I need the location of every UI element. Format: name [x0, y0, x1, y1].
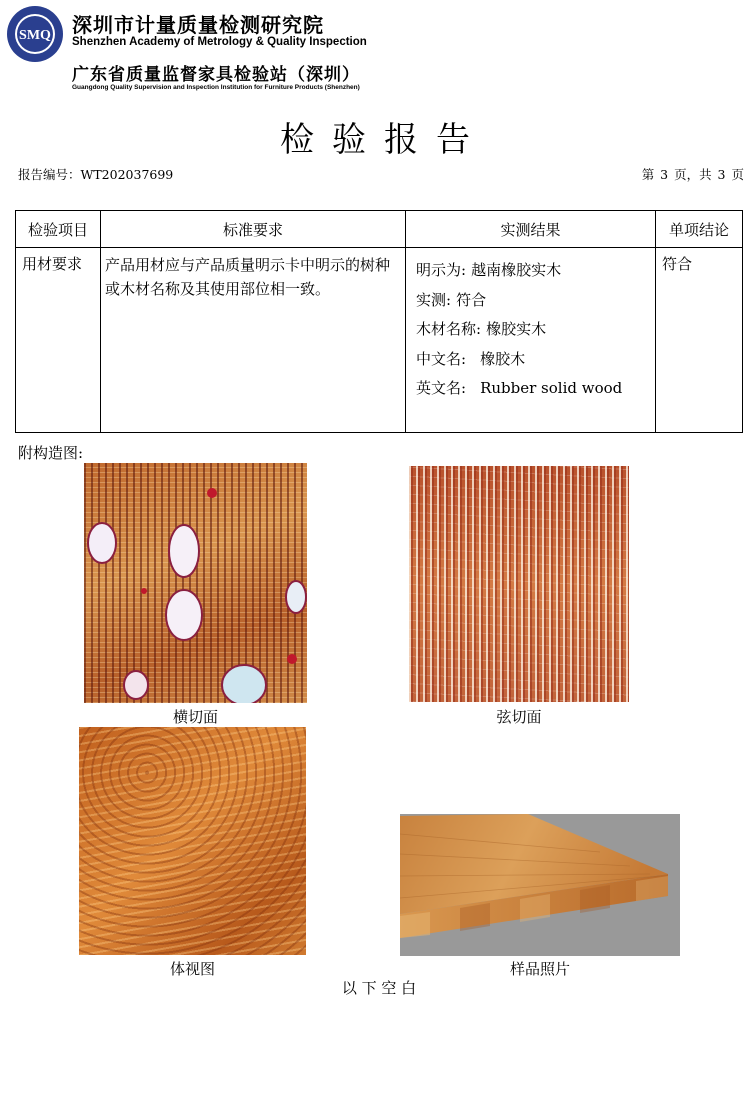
org-name-en: Shenzhen Academy of Metrology & Quality Inspection [72, 36, 367, 48]
institution-name-en: Guangdong Quality Supervision and Inspection Institution for Furniture Products (Shenzhen) [72, 84, 360, 91]
result-line [416, 315, 655, 345]
inspection-table [15, 210, 743, 433]
header-result: 实测结果 [406, 211, 656, 248]
result-value: 符合 [456, 290, 487, 309]
result-value: Rubber solid wood [480, 379, 623, 397]
result-label: 英文名: [416, 379, 467, 397]
svg-text:SMQ: SMQ [19, 28, 51, 43]
result-value: 橡胶实木 [486, 320, 547, 338]
result-value: 橡胶木 [480, 349, 526, 368]
attachment-label: 附构造图: [18, 444, 84, 462]
header-conclusion: 单项结论 [656, 211, 743, 248]
org-name-cn: 深圳市计量质量检测研究院 [72, 13, 324, 37]
result-label: 中文名: [416, 349, 467, 368]
wood-pores-graphic [84, 463, 307, 703]
header-requirement: 标准要求 [101, 211, 406, 248]
result-label: 明示为: [416, 261, 467, 279]
result-value: 越南橡胶实木 [471, 261, 562, 279]
table-row [16, 248, 743, 433]
institution-name-cn: 广东省质量监督家具检验站（深圳） [72, 65, 360, 85]
block-view-image [79, 727, 306, 955]
report-title: 检验报告 [280, 120, 488, 160]
block-view-caption: 体视图 [169, 960, 215, 978]
result-line [416, 256, 655, 286]
tangential-section-caption: 弦切面 [496, 708, 542, 726]
conclusion-cell: 符合 [656, 248, 743, 433]
smq-logo [6, 5, 64, 63]
tangential-section-image [409, 466, 629, 702]
result-label: 实测: [416, 290, 452, 309]
header-item: 检验项目 [16, 211, 101, 248]
report-number: 报告编号：WT202037699 [18, 167, 174, 182]
result-line [416, 286, 655, 316]
result-line [416, 345, 655, 375]
blank-below-note: 以 下 空 白 [341, 979, 417, 997]
sample-photo [400, 814, 680, 956]
item-cell: 用材要求 [16, 248, 101, 433]
result-line [416, 374, 655, 404]
result-cell [406, 248, 656, 433]
wood-board-graphic [400, 814, 680, 956]
table-header-row [16, 211, 743, 248]
cross-section-caption: 横切面 [172, 708, 218, 726]
sample-photo-caption: 样品照片 [509, 960, 570, 978]
page-number: 第 3 页，共 3 页 [641, 167, 744, 182]
result-label: 木材名称: [416, 320, 482, 338]
requirement-cell: 产品用材应与产品质量明示卡中明示的树种或木材名称及其使用部位相一致。 [101, 248, 406, 433]
cross-section-image [84, 463, 307, 703]
